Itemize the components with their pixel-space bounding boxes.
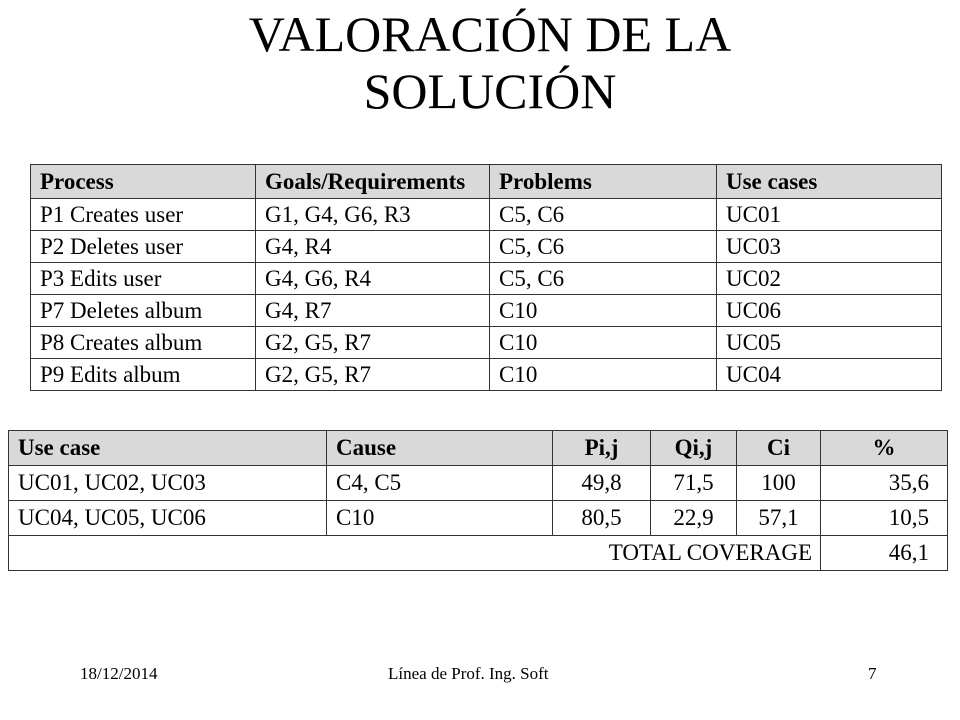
- process-cell: P2 Deletes user: [31, 231, 256, 263]
- footer-date: 18/12/2014: [80, 664, 158, 683]
- qij-cell: 22,9: [651, 501, 737, 536]
- table-row: [31, 359, 942, 391]
- process-cell: P1 Creates user: [31, 199, 256, 231]
- header-ci: Ci: [737, 431, 821, 466]
- table-row: [9, 501, 948, 536]
- table-row: [31, 263, 942, 295]
- total-coverage-label: TOTAL COVERAGE: [9, 536, 821, 571]
- ci-cell: 100: [737, 466, 821, 501]
- use-case-cell: UC04, UC05, UC06: [9, 501, 327, 536]
- pij-cell: 80,5: [553, 501, 651, 536]
- use-case-cell: UC01: [717, 199, 942, 231]
- problems-cell: C10: [490, 295, 717, 327]
- process-cell: P3 Edits user: [31, 263, 256, 295]
- use-case-cell: UC06: [717, 295, 942, 327]
- header-goals-requirements: Goals/Requirements: [256, 165, 490, 199]
- goals-cell: G1, G4, G6, R3: [256, 199, 490, 231]
- slide-title-line-1: VALORACIÓN DE LA: [248, 6, 732, 62]
- use-case-cell: UC05: [717, 327, 942, 359]
- problems-cell: C5, C6: [490, 199, 717, 231]
- total-row: [9, 536, 948, 571]
- total-coverage-value: 46,1: [821, 536, 948, 571]
- slide-title: [120, 6, 860, 120]
- use-case-cell: UC01, UC02, UC03: [9, 466, 327, 501]
- problems-cell: C10: [490, 327, 717, 359]
- use-case-cell: UC04: [717, 359, 942, 391]
- goals-cell: G4, R7: [256, 295, 490, 327]
- header-percent: %: [821, 431, 948, 466]
- footer-center-text: Línea de Prof. Ing. Soft: [388, 664, 549, 683]
- header-use-case: Use case: [9, 431, 327, 466]
- slide-title-line-2: SOLUCIÓN: [363, 63, 617, 119]
- table-row: [31, 231, 942, 263]
- table-row: [9, 466, 948, 501]
- coverage-table-header-row: [9, 431, 948, 466]
- header-use-cases: Use cases: [717, 165, 942, 199]
- ci-cell: 57,1: [737, 501, 821, 536]
- percent-cell: 35,6: [821, 466, 948, 501]
- table-row: [31, 327, 942, 359]
- header-cause: Cause: [327, 431, 553, 466]
- problems-cell: C10: [490, 359, 717, 391]
- process-cell: P8 Creates album: [31, 327, 256, 359]
- problems-cell: C5, C6: [490, 263, 717, 295]
- percent-cell: 10,5: [821, 501, 948, 536]
- use-case-cell: UC03: [717, 231, 942, 263]
- problems-cell: C5, C6: [490, 231, 717, 263]
- pij-cell: 49,8: [553, 466, 651, 501]
- process-cell: P9 Edits album: [31, 359, 256, 391]
- process-table-header-row: [31, 165, 942, 199]
- goals-cell: G4, R4: [256, 231, 490, 263]
- goals-cell: G2, G5, R7: [256, 327, 490, 359]
- footer-page-number: 7: [868, 664, 877, 683]
- coverage-table: [8, 430, 948, 571]
- table-row: [31, 295, 942, 327]
- goals-cell: G2, G5, R7: [256, 359, 490, 391]
- qij-cell: 71,5: [651, 466, 737, 501]
- cause-cell: C4, C5: [327, 466, 553, 501]
- header-pij: Pi,j: [553, 431, 651, 466]
- use-case-cell: UC02: [717, 263, 942, 295]
- header-qij: Qi,j: [651, 431, 737, 466]
- process-table: [30, 164, 942, 391]
- table-row: [31, 199, 942, 231]
- header-process: Process: [31, 165, 256, 199]
- process-cell: P7 Deletes album: [31, 295, 256, 327]
- goals-cell: G4, G6, R4: [256, 263, 490, 295]
- header-problems: Problems: [490, 165, 717, 199]
- cause-cell: C10: [327, 501, 553, 536]
